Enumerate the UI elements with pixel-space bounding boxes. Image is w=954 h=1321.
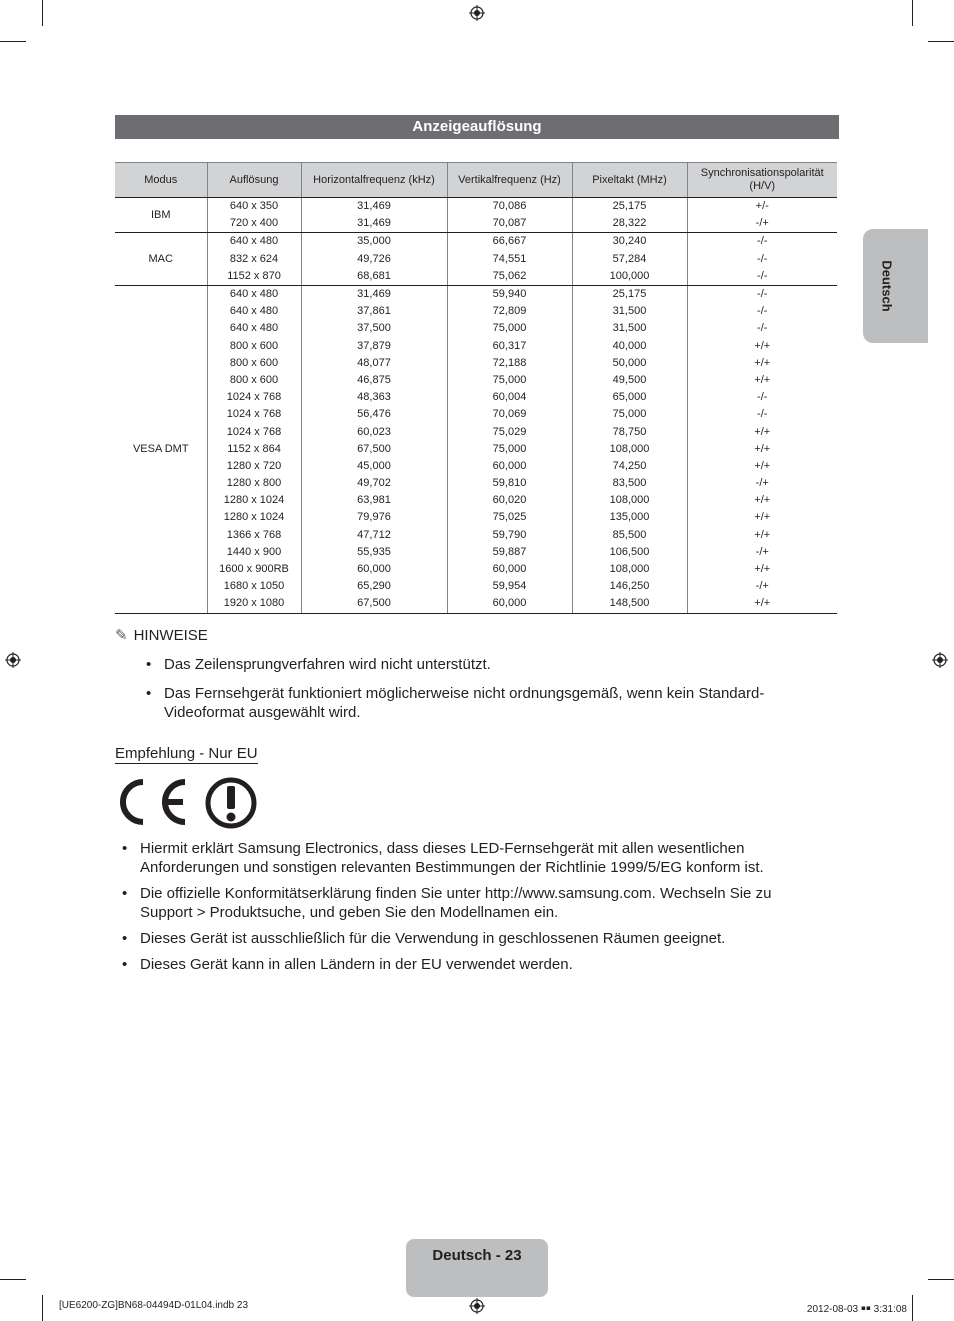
table-cell: 135,000 xyxy=(572,509,687,526)
table-cell: 74,250 xyxy=(572,458,687,475)
table-row xyxy=(115,475,837,492)
table-cell: +/+ xyxy=(687,458,837,475)
table-cell: 100,000 xyxy=(572,268,687,286)
table-cell: 640 x 480 xyxy=(207,320,301,337)
table-cell: +/+ xyxy=(687,527,837,544)
table-cell: 75,025 xyxy=(447,509,572,526)
table-cell: 1024 x 768 xyxy=(207,406,301,423)
table-cell: 49,500 xyxy=(572,372,687,389)
table-row xyxy=(115,268,837,286)
table-cell: +/+ xyxy=(687,492,837,509)
table-cell: +/+ xyxy=(687,441,837,458)
note-item: • Das Fernsehgerät funktioniert möglicherweise nicht ordnungsgemäß, wenn kein Standard- Videoformat ausgewählt wird. xyxy=(146,685,765,721)
table-cell: 40,000 xyxy=(572,338,687,355)
bullet-icon: • xyxy=(122,885,128,902)
resolution-table xyxy=(115,162,837,614)
recommendation-item: • Dieses Gerät ist ausschließlich für die Verwendung in geschlossenen Räumen geeignet. xyxy=(122,930,726,947)
crop-mark xyxy=(0,41,26,42)
table-cell: 31,469 xyxy=(301,198,447,216)
footer-file-info: [UE6200-ZG]BN68-04494D-01L04.indb 23 xyxy=(59,1300,249,1311)
table-row xyxy=(115,441,837,458)
column-header: Modus xyxy=(115,163,207,198)
table-cell: 83,500 xyxy=(572,475,687,492)
table-cell: 28,322 xyxy=(572,215,687,233)
bullet-icon: • xyxy=(122,930,128,947)
table-cell: 70,086 xyxy=(447,198,572,216)
table-row xyxy=(115,285,837,303)
table-cell: 37,879 xyxy=(301,338,447,355)
table-cell: 1440 x 900 xyxy=(207,544,301,561)
table-cell: 75,000 xyxy=(572,406,687,423)
column-header: Synchronisationspolarität (H/V) xyxy=(687,163,837,198)
table-row xyxy=(115,509,837,526)
table-cell: 720 x 400 xyxy=(207,215,301,233)
table-row xyxy=(115,595,837,613)
table-cell: 108,000 xyxy=(572,492,687,509)
table-row xyxy=(115,215,837,233)
table-cell: 640 x 480 xyxy=(207,233,301,251)
table-cell: 800 x 600 xyxy=(207,355,301,372)
table-cell: -/- xyxy=(687,406,837,423)
table-cell: 48,363 xyxy=(301,389,447,406)
table-cell: 75,000 xyxy=(447,441,572,458)
ce-mark-icon xyxy=(115,776,195,828)
table-row xyxy=(115,544,837,561)
table-cell: -/- xyxy=(687,233,837,251)
table-cell: 1024 x 768 xyxy=(207,423,301,440)
column-header: Pixeltakt (MHz) xyxy=(572,163,687,198)
table-cell: 67,500 xyxy=(301,441,447,458)
table-cell: 68,681 xyxy=(301,268,447,286)
table-cell: +/+ xyxy=(687,595,837,613)
table-cell: 46,875 xyxy=(301,372,447,389)
table-cell: 60,000 xyxy=(301,561,447,578)
table-cell: 47,712 xyxy=(301,527,447,544)
table-cell: -/- xyxy=(687,285,837,303)
side-tab-label: Deutsch xyxy=(879,260,895,312)
table-row xyxy=(115,578,837,595)
table-cell: 72,188 xyxy=(447,355,572,372)
crop-mark xyxy=(0,1279,26,1280)
table-cell: 70,087 xyxy=(447,215,572,233)
table-cell: 65,290 xyxy=(301,578,447,595)
table-cell: 37,500 xyxy=(301,320,447,337)
registration-mark-icon xyxy=(469,5,485,21)
table-cell: 1600 x 900RB xyxy=(207,561,301,578)
table-cell: 1280 x 720 xyxy=(207,458,301,475)
section-title: Anzeigeauflösung xyxy=(115,115,839,139)
table-cell: 48,077 xyxy=(301,355,447,372)
table-row xyxy=(115,198,837,216)
table-cell: 108,000 xyxy=(572,561,687,578)
table-cell: -/- xyxy=(687,303,837,320)
notes-heading-label: HINWEISE xyxy=(133,627,208,644)
table-cell: 59,940 xyxy=(447,285,572,303)
table-cell: +/- xyxy=(687,198,837,216)
table-cell: +/+ xyxy=(687,423,837,440)
table-cell: 146,250 xyxy=(572,578,687,595)
alert-mark-icon xyxy=(204,776,258,830)
table-cell: 57,284 xyxy=(572,251,687,268)
table-cell: 60,000 xyxy=(447,561,572,578)
table-cell: 30,240 xyxy=(572,233,687,251)
table-cell: 56,476 xyxy=(301,406,447,423)
table-cell: 1280 x 800 xyxy=(207,475,301,492)
table-row xyxy=(115,406,837,423)
table-cell: 832 x 624 xyxy=(207,251,301,268)
crop-mark xyxy=(912,1295,913,1321)
table-cell: +/+ xyxy=(687,561,837,578)
table-cell: 75,062 xyxy=(447,268,572,286)
table-cell: 67,500 xyxy=(301,595,447,613)
table-cell: 640 x 480 xyxy=(207,285,301,303)
table-cell: +/+ xyxy=(687,509,837,526)
table-cell: -/+ xyxy=(687,544,837,561)
table-cell: 66,667 xyxy=(447,233,572,251)
table-cell: 49,726 xyxy=(301,251,447,268)
table-row xyxy=(115,527,837,544)
table-cell: 59,887 xyxy=(447,544,572,561)
table-cell: 106,500 xyxy=(572,544,687,561)
recommendation-heading: Empfehlung - Nur EU xyxy=(115,745,258,762)
table-cell: 75,000 xyxy=(447,320,572,337)
note-item: • Das Zeilensprungverfahren wird nicht unterstützt. xyxy=(146,656,491,673)
pencil-icon: ✎ xyxy=(115,627,128,644)
table-row xyxy=(115,372,837,389)
table-cell: 78,750 xyxy=(572,423,687,440)
table-cell: 35,000 xyxy=(301,233,447,251)
table-row xyxy=(115,251,837,268)
table-row xyxy=(115,389,837,406)
table-cell: 60,023 xyxy=(301,423,447,440)
mode-cell: IBM xyxy=(115,198,207,233)
table-row xyxy=(115,561,837,578)
table-cell: -/+ xyxy=(687,475,837,492)
column-header: Vertikalfrequenz (Hz) xyxy=(447,163,572,198)
table-cell: 75,000 xyxy=(447,372,572,389)
table-cell: 79,976 xyxy=(301,509,447,526)
table-cell: 1152 x 870 xyxy=(207,268,301,286)
column-header: Auflösung xyxy=(207,163,301,198)
table-cell: 63,981 xyxy=(301,492,447,509)
table-cell: 45,000 xyxy=(301,458,447,475)
table-cell: 640 x 350 xyxy=(207,198,301,216)
registration-mark-icon xyxy=(932,652,948,668)
table-cell: -/+ xyxy=(687,215,837,233)
table-cell: 70,069 xyxy=(447,406,572,423)
table-cell: 800 x 600 xyxy=(207,372,301,389)
table-cell: 1680 x 1050 xyxy=(207,578,301,595)
table-cell: 1280 x 1024 xyxy=(207,492,301,509)
table-cell: 60,020 xyxy=(447,492,572,509)
table-cell: -/- xyxy=(687,320,837,337)
table-cell: +/+ xyxy=(687,355,837,372)
table-cell: 25,175 xyxy=(572,285,687,303)
table-cell: 65,000 xyxy=(572,389,687,406)
mode-cell: VESA DMT xyxy=(115,285,207,613)
table-row xyxy=(115,492,837,509)
table-cell: 74,551 xyxy=(447,251,572,268)
table-header-row xyxy=(115,163,837,198)
table-cell: 800 x 600 xyxy=(207,338,301,355)
table-cell: 60,004 xyxy=(447,389,572,406)
notes-heading xyxy=(115,626,208,644)
crop-mark xyxy=(912,0,913,26)
table-cell: 75,029 xyxy=(447,423,572,440)
table-cell: 60,000 xyxy=(447,595,572,613)
registration-mark-icon xyxy=(469,1298,485,1314)
table-cell: 50,000 xyxy=(572,355,687,372)
table-cell: 1280 x 1024 xyxy=(207,509,301,526)
recommendation-item: • Die offizielle Konformitätserklärung finden Sie unter http://www.samsung.com. Wechseln Sie zu Support > Produktsuche, und geben Sie den Modellnamen ein. xyxy=(122,885,772,921)
table-cell: -/- xyxy=(687,268,837,286)
table-cell: -/- xyxy=(687,251,837,268)
crop-mark xyxy=(42,0,43,26)
page-number-tab xyxy=(406,1239,548,1297)
table-row xyxy=(115,338,837,355)
table-row xyxy=(115,355,837,372)
table-row xyxy=(115,320,837,337)
table-cell: 25,175 xyxy=(572,198,687,216)
table-row xyxy=(115,423,837,440)
footer-timestamp: 2012-08-03 ￭￭ 3:31:08 xyxy=(806,1304,907,1315)
recommendation-item: • Hiermit erklärt Samsung Electronics, dass dieses LED-Fernsehgerät mit allen wesentlichen Anforderungen und sonstigen relevanten Bestimmungen der Richtlinie 1999/5/EG konform ist. xyxy=(122,840,764,876)
table-cell: 31,500 xyxy=(572,320,687,337)
bullet-icon: • xyxy=(122,840,128,857)
table-cell: 31,469 xyxy=(301,215,447,233)
recommendation-item: • Dieses Gerät kann in allen Ländern in der EU verwendet werden. xyxy=(122,956,573,973)
table-cell: 59,790 xyxy=(447,527,572,544)
table-row xyxy=(115,303,837,320)
column-header: Horizontalfrequenz (kHz) xyxy=(301,163,447,198)
table-cell: 37,861 xyxy=(301,303,447,320)
crop-mark xyxy=(928,1279,954,1280)
table-row xyxy=(115,458,837,475)
table-cell: 1366 x 768 xyxy=(207,527,301,544)
table-cell: 55,935 xyxy=(301,544,447,561)
crop-mark xyxy=(42,1295,43,1321)
table-cell: 1152 x 864 xyxy=(207,441,301,458)
page-number: Deutsch - 23 xyxy=(432,1247,522,1264)
table-cell: 60,317 xyxy=(447,338,572,355)
table-cell: +/+ xyxy=(687,338,837,355)
table-body xyxy=(115,198,837,614)
mode-cell: MAC xyxy=(115,233,207,286)
registration-mark-icon xyxy=(5,652,21,668)
table-cell: 59,810 xyxy=(447,475,572,492)
table-cell: -/- xyxy=(687,389,837,406)
language-side-tab xyxy=(863,229,928,343)
table-cell: 85,500 xyxy=(572,527,687,544)
table-cell: 1920 x 1080 xyxy=(207,595,301,613)
table-cell: 108,000 xyxy=(572,441,687,458)
bullet-icon: • xyxy=(122,956,128,973)
table-cell: 31,469 xyxy=(301,285,447,303)
table-cell: -/+ xyxy=(687,578,837,595)
table-cell: 640 x 480 xyxy=(207,303,301,320)
table-cell: 59,954 xyxy=(447,578,572,595)
table-cell: 60,000 xyxy=(447,458,572,475)
table-cell: +/+ xyxy=(687,372,837,389)
table-cell: 148,500 xyxy=(572,595,687,613)
table-cell: 31,500 xyxy=(572,303,687,320)
bullet-icon: • xyxy=(146,656,152,673)
bullet-icon: • xyxy=(146,685,152,702)
table-cell: 49,702 xyxy=(301,475,447,492)
table-row xyxy=(115,233,837,251)
crop-mark xyxy=(928,41,954,42)
table-cell: 72,809 xyxy=(447,303,572,320)
table-cell: 1024 x 768 xyxy=(207,389,301,406)
